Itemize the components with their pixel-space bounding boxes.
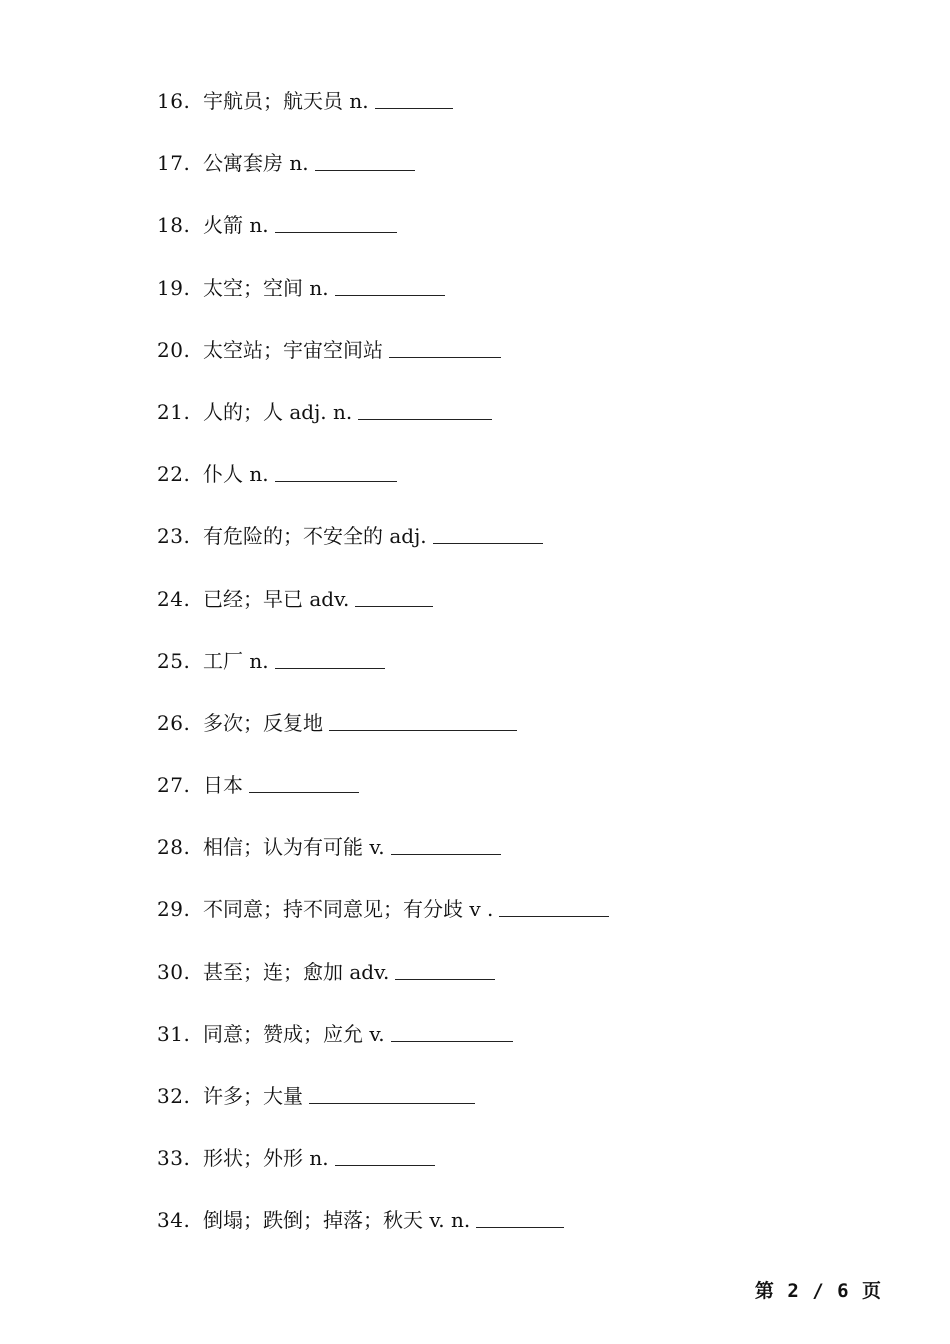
item-prompt: 不同意；持不同意见；有分歧 v . [203,897,494,922]
item-prompt: 太空；空间 n. [203,275,329,300]
item-prompt: 太空站；宇宙空间站 [203,337,383,362]
item-number: 19. [157,275,191,300]
answer-blank [389,335,501,358]
vocab-item [157,148,857,210]
vocab-item [157,584,857,646]
item-prompt: 多次；反复地 [203,710,323,735]
item-number: 30. [157,959,191,984]
answer-blank [275,646,385,669]
answer-blank [358,397,492,420]
answer-blank [476,1205,564,1228]
item-number: 34. [157,1208,191,1233]
vocabulary-list [157,86,857,1268]
vocab-item [157,86,857,148]
vocab-item [157,708,857,770]
answer-blank [499,894,609,917]
vocab-item [157,521,857,583]
item-prompt: 有危险的；不安全的 adj. [203,524,427,549]
answer-blank [391,832,501,855]
item-prompt: 日本 [203,773,243,798]
vocab-item [157,832,857,894]
item-number: 22. [157,462,191,487]
item-prompt: 工厂 n. [203,648,269,673]
item-number: 23. [157,524,191,549]
item-prompt: 公寓套房 n. [203,151,309,176]
vocab-item [157,646,857,708]
item-prompt: 倒塌；跌倒；掉落；秋天 v. n. [203,1208,471,1233]
vocab-item [157,1205,857,1267]
item-number: 26. [157,710,191,735]
item-prompt: 许多；大量 [203,1084,303,1108]
vocab-item [157,273,857,335]
item-number: 21. [157,399,191,424]
item-prompt: 相信；认为有可能 v. [203,835,385,860]
item-prompt: 形状；外形 n. [203,1146,329,1171]
item-number: 17. [157,151,191,176]
item-prompt: 火箭 n. [203,213,269,238]
item-number: 29. [157,897,191,922]
answer-blank [375,86,453,109]
vocab-item [157,770,857,832]
item-prompt: 甚至；连；愈加 adv. [203,959,390,984]
item-number: 20. [157,337,191,362]
vocab-item [157,1081,857,1143]
page-number: 第 2 / 6 页 [754,1280,882,1302]
vocab-item [157,957,857,1019]
answer-blank [275,459,397,482]
answer-blank [335,1143,435,1166]
vocab-item [157,210,857,272]
vocab-item [157,1019,857,1081]
answer-blank [391,1019,513,1042]
vocab-item [157,894,857,956]
answer-blank [433,521,543,544]
vocab-item [157,459,857,521]
item-prompt: 已经；早已 adv. [203,586,350,611]
item-prompt: 宇航员；航天员 n. [203,89,369,113]
vocab-item [157,397,857,459]
answer-blank [249,770,359,793]
item-number: 33. [157,1146,191,1171]
item-number: 28. [157,835,191,860]
item-number: 16. [157,89,191,113]
vocab-item [157,1143,857,1205]
item-number: 25. [157,648,191,673]
vocab-item [157,335,857,397]
item-prompt: 仆人 n. [203,462,269,487]
answer-blank [309,1081,475,1104]
answer-blank [275,210,397,233]
item-number: 27. [157,773,191,798]
answer-blank [355,584,433,607]
answer-blank [395,957,495,980]
item-number: 24. [157,586,191,611]
item-prompt: 人的；人 adj. n. [203,399,353,424]
item-number: 32. [157,1084,191,1108]
item-number: 31. [157,1021,191,1046]
item-prompt: 同意；赞成；应允 v. [203,1021,385,1046]
answer-blank [335,273,445,296]
answer-blank [315,148,415,171]
answer-blank [329,708,517,731]
item-number: 18. [157,213,191,238]
